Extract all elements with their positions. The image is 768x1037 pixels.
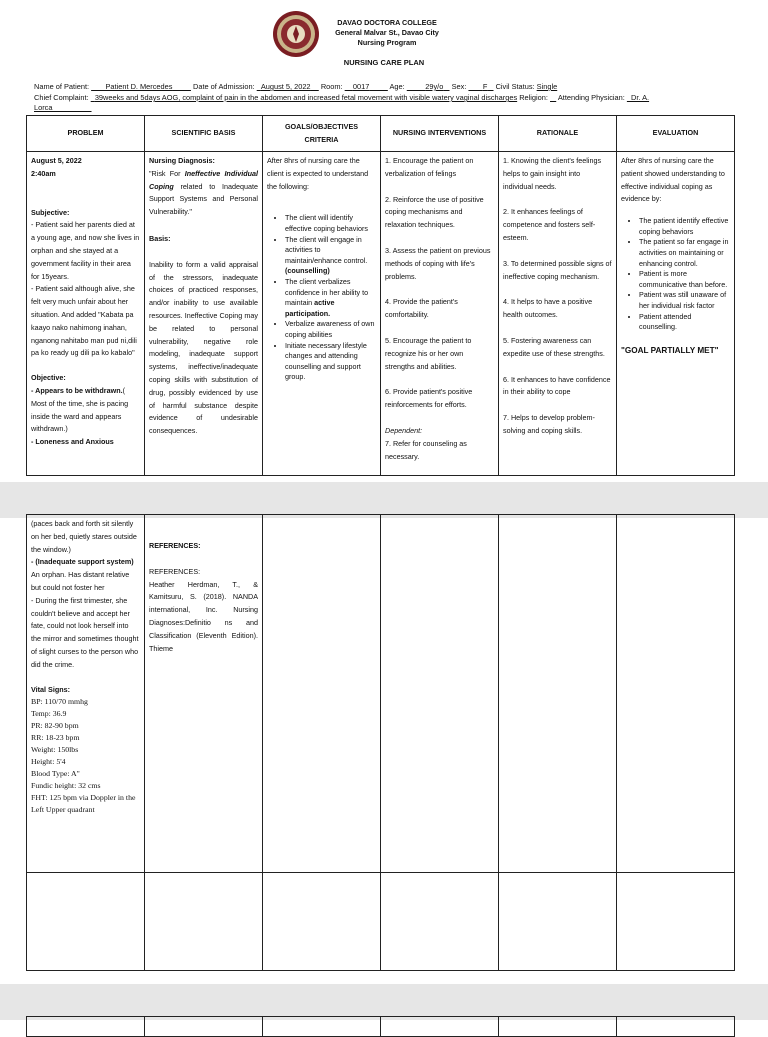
- objective-item: (paces back and forth sit silently on her bed, quietly stares outside the window.): [31, 519, 137, 554]
- rationale-item: 3. To determined possible signs of ineffective coping mechanism.: [503, 258, 612, 281]
- evaluation-item: • The patient identify effective coping behaviors: [639, 216, 730, 237]
- column-header-interventions: NURSING INTERVENTIONS: [381, 116, 499, 152]
- subjective-item: - Patient said although alive, she felt very much unfair about her situation. And added "Kabata pa kaayo nako nahimong inahan, nganong nahitabo man pud ni,dili pa ko ready ug dili pa ko kabalo": [31, 284, 137, 358]
- intervention-item: 1. Encourage the patient on verbalization of felings: [385, 156, 474, 178]
- empty-cell: [145, 1017, 263, 1037]
- reference-entry: Heather Herdman, T., & Kamitsuru, S. (2018). NANDA international, Inc. Nursing Diagnoses:Definitio ns and Classification (Eleventh Edition). Thieme: [149, 579, 258, 653]
- sex-label: Sex:: [451, 82, 467, 91]
- evaluation-item: • Patient is more communicative than before.: [639, 269, 730, 290]
- interventions-cell: [381, 152, 499, 476]
- program-name: Nursing Program: [357, 38, 417, 47]
- vital-sign: BP: 110/70 mmhg: [31, 697, 88, 707]
- problem-cell-continued: [27, 515, 145, 873]
- complaint-label: Chief Complaint:: [34, 93, 89, 102]
- goal-item: • The client will identify effective coping behaviors: [285, 213, 376, 234]
- empty-cell: [263, 515, 381, 873]
- goal-item: • The client will engage in activities to maintain/enhance control.(counselling): [285, 235, 376, 277]
- intervention-item: 6. Provide patient's positive reinforcements for efforts.: [385, 387, 473, 410]
- vital-sign: FHT: 125 bpm via Doppler in the Left Upper quadrant: [31, 793, 136, 815]
- rationale-item: 2. It enhances feelings of competence and fosters self-esteem.: [503, 207, 596, 242]
- empty-cell: [263, 1017, 381, 1037]
- intervention-item: 3. Assess the patient on previous methods of coping with life's problems.: [385, 245, 491, 281]
- sex-value: F: [482, 82, 488, 91]
- civil-status-label: Civil Status:: [495, 82, 535, 91]
- admission-value: August 5, 2022: [260, 82, 311, 91]
- objective-item: - (Inadequate support system) An orphan. Has distant relative but could not foster her: [31, 557, 134, 592]
- age-value: 29y/o: [425, 82, 444, 91]
- patient-info-line-1: [34, 82, 744, 92]
- patient-info-line-2: [34, 93, 744, 103]
- rationale-cell: [499, 152, 617, 476]
- college-name: DAVAO DOCTORA COLLEGE: [337, 18, 437, 27]
- evaluation-item: • Patient was still unaware of her individual risk factor: [639, 290, 730, 311]
- references-cell: [145, 515, 263, 873]
- objective-item: - Appears to be withdrawn.( Most of the time, she is pacing inside the ward and appears withdrawn.): [31, 385, 129, 434]
- physician-value: Dr. A.: [631, 93, 650, 102]
- column-header-rationale: RATIONALE: [499, 116, 617, 152]
- vital-sign: Blood Type: A": [31, 769, 80, 779]
- vital-sign: Temp: 36.9: [31, 709, 67, 719]
- rationale-item: 1. Knowing the client's feelings helps to gain insight into individual needs.: [503, 156, 602, 191]
- intervention-item: 4. Provide the patient's comfortability.: [385, 297, 458, 320]
- evaluation-item: • The patient so far engage in activities on maintaining or enhancing control.: [639, 237, 730, 269]
- evaluation-list: [621, 216, 730, 333]
- empty-cell: [145, 873, 263, 971]
- objective-item: - Loneness and Anxious: [31, 437, 114, 447]
- references-heading: REFERENCES:: [149, 541, 201, 550]
- table-row: [27, 515, 735, 873]
- problem-cell: [27, 152, 145, 476]
- empty-cell: [499, 1017, 617, 1037]
- empty-cell: [27, 873, 145, 971]
- empty-cell: [617, 1017, 735, 1037]
- problem-date: August 5, 2022: [31, 156, 82, 165]
- document-header: [0, 6, 768, 56]
- goal-item: • Initiate necessary lifestyle changes and attending counselling and support group.: [285, 341, 376, 383]
- subjective-label: Subjective:: [31, 207, 70, 217]
- plan-title: NURSING CARE PLAN: [343, 58, 425, 67]
- college-seal-logo: [272, 10, 320, 58]
- rationale-item: 7. Helps to develop problem-solving and coping skills.: [503, 413, 595, 435]
- empty-cell: [499, 515, 617, 873]
- problem-time: 2:40am: [31, 168, 56, 178]
- vital-sign: Weight: 150lbs: [31, 745, 79, 755]
- evaluation-intro: After 8hrs of nursing care the patient showed understanding to effective individual coping as evidence by:: [621, 156, 725, 204]
- table-row: [27, 1017, 735, 1037]
- empty-cell: [617, 515, 735, 873]
- empty-cell: [381, 515, 499, 873]
- vital-sign: Height: 5'4: [31, 757, 66, 767]
- column-header-scientific-basis: SCIENTIFIC BASIS: [145, 116, 263, 152]
- vital-signs-label: Vital Signs:: [31, 684, 71, 694]
- care-plan-table-page-3: [26, 1016, 735, 1037]
- intervention-item: 5. Encourage the patient to recognize his or her own strengths and abilities.: [385, 335, 472, 371]
- goals-list: [267, 213, 376, 383]
- intervention-item: 2. Reinforce the use of positive coping mechanisms and relaxation techniques.: [385, 194, 484, 230]
- goal-item: • Verbalize awareness of own coping abilities: [285, 319, 376, 340]
- column-header-evaluation: EVALUATION: [617, 116, 735, 152]
- dependent-label: Dependent:: [385, 425, 423, 435]
- empty-cell: [499, 873, 617, 971]
- empty-cell: [381, 1017, 499, 1037]
- diagnosis-text: "Risk For Ineffective Individual Coping related to Inadequate Support Systems and Personal Vulnerability.": [149, 168, 258, 217]
- civil-status-value: Single: [536, 82, 558, 91]
- empty-cell: [381, 873, 499, 971]
- patient-info-line-3: [34, 103, 744, 113]
- empty-cell: [263, 873, 381, 971]
- basis-label: Basis:: [149, 233, 171, 243]
- care-plan-table-page-2: [26, 514, 735, 971]
- goals-intro: After 8hrs of nursing care the client is expected to understand the following:: [267, 156, 369, 191]
- complaint-value: 39weeks and 5days AOG, complaint of pain in the abdomen and increased fetal movement with visible watery vaginal discharges: [94, 93, 518, 102]
- references-label: REFERENCES:: [149, 566, 201, 576]
- room-value: 0017: [352, 82, 370, 91]
- scientific-basis-cell: [145, 152, 263, 476]
- table-header-row: [27, 116, 735, 152]
- vital-sign: PR: 82-90 bpm: [31, 721, 79, 731]
- vital-sign: RR: 18-23 bpm: [31, 733, 80, 743]
- college-address: General Malvar St., Davao City: [335, 28, 439, 37]
- care-plan-table-page-1: [26, 115, 735, 476]
- name-value: Patient D. Mercedes: [105, 82, 173, 91]
- table-row: [27, 873, 735, 971]
- evaluation-item: • Patient attended counselling.: [639, 312, 730, 333]
- name-label: Name of Patient:: [34, 82, 90, 91]
- room-label: Room:: [320, 82, 343, 91]
- vital-sign: Fundic height: 32 cms: [31, 781, 101, 791]
- objective-label: Objective:: [31, 373, 66, 383]
- column-header-goals: GOALS/OBJECTIVES CRITERIA: [263, 116, 381, 152]
- physician-label: Attending Physician:: [557, 93, 625, 102]
- empty-cell: [617, 873, 735, 971]
- rationale-item: 6. It enhances to have confidence in their ability to cope: [503, 374, 611, 397]
- table-row: [27, 152, 735, 476]
- objective-item: - During the first trimester, she couldn't believe and accept her fate, could not look herself into the mirror and sometimes thought of slight curses to the person who did the crime.: [31, 595, 139, 669]
- page-gap: [0, 482, 768, 518]
- goal-item: • The client verbalizes confidence in her ability to maintain active participation.: [285, 277, 376, 319]
- rationale-item: 4. It helps to have a positive health outcomes.: [503, 297, 593, 320]
- evaluation-cell: [617, 152, 735, 476]
- admission-label: Date of Admission:: [193, 82, 255, 91]
- college-info: [322, 18, 452, 48]
- diagnosis-label: Nursing Diagnosis:: [149, 156, 215, 165]
- religion-label: Religion:: [519, 93, 548, 102]
- empty-cell: [27, 1017, 145, 1037]
- column-header-problem: PROBLEM: [27, 116, 145, 152]
- religion-value: [550, 93, 556, 102]
- physician-value-cont: Lorca: [34, 103, 53, 112]
- basis-text: Inability to form a valid appraisal of the stressors, inadequate choices of practiced responses, and/or inability to use available resources. Ineffective Coping may be related to personal vulnerability, negative role modeling, inadequate support systems, ineffective/inadequate coping skills with substitution of drug, possibly evidenced by use of harmful substance despite evidence of undesirable consequences.: [149, 259, 258, 436]
- evaluation-status: "GOAL PARTIALLY MET": [621, 345, 719, 355]
- intervention-item: 7. Refer for counseling as necessary.: [385, 438, 467, 461]
- subjective-item: - Patient said her parents died at a young age, and now she lives in orphan and she stayed at a government facility in their area for 15years.: [31, 220, 140, 281]
- goals-cell: [263, 152, 381, 476]
- age-label: Age:: [389, 82, 405, 91]
- rationale-item: 5. Fostering awareness can expedite use of these strengths.: [503, 335, 605, 358]
- page-gap: [0, 984, 768, 1020]
